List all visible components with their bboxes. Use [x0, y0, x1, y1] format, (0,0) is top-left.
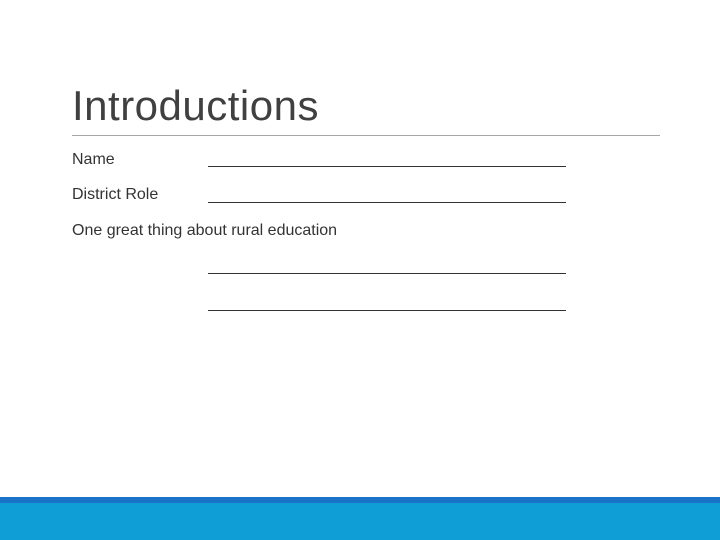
district-role-label: District Role [72, 186, 159, 203]
great-thing-label: One great thing about rural education [72, 222, 338, 239]
footer-band-accent [0, 497, 720, 503]
footer-band [0, 497, 720, 540]
great-thing-blank-line-1 [208, 273, 566, 274]
name-label: Name [72, 151, 115, 168]
title-divider [72, 135, 660, 136]
name-blank-line [208, 166, 566, 167]
great-thing-blank-line-2 [208, 310, 566, 311]
slide-title: Introductions [72, 82, 319, 129]
district-role-blank-line [208, 202, 566, 203]
